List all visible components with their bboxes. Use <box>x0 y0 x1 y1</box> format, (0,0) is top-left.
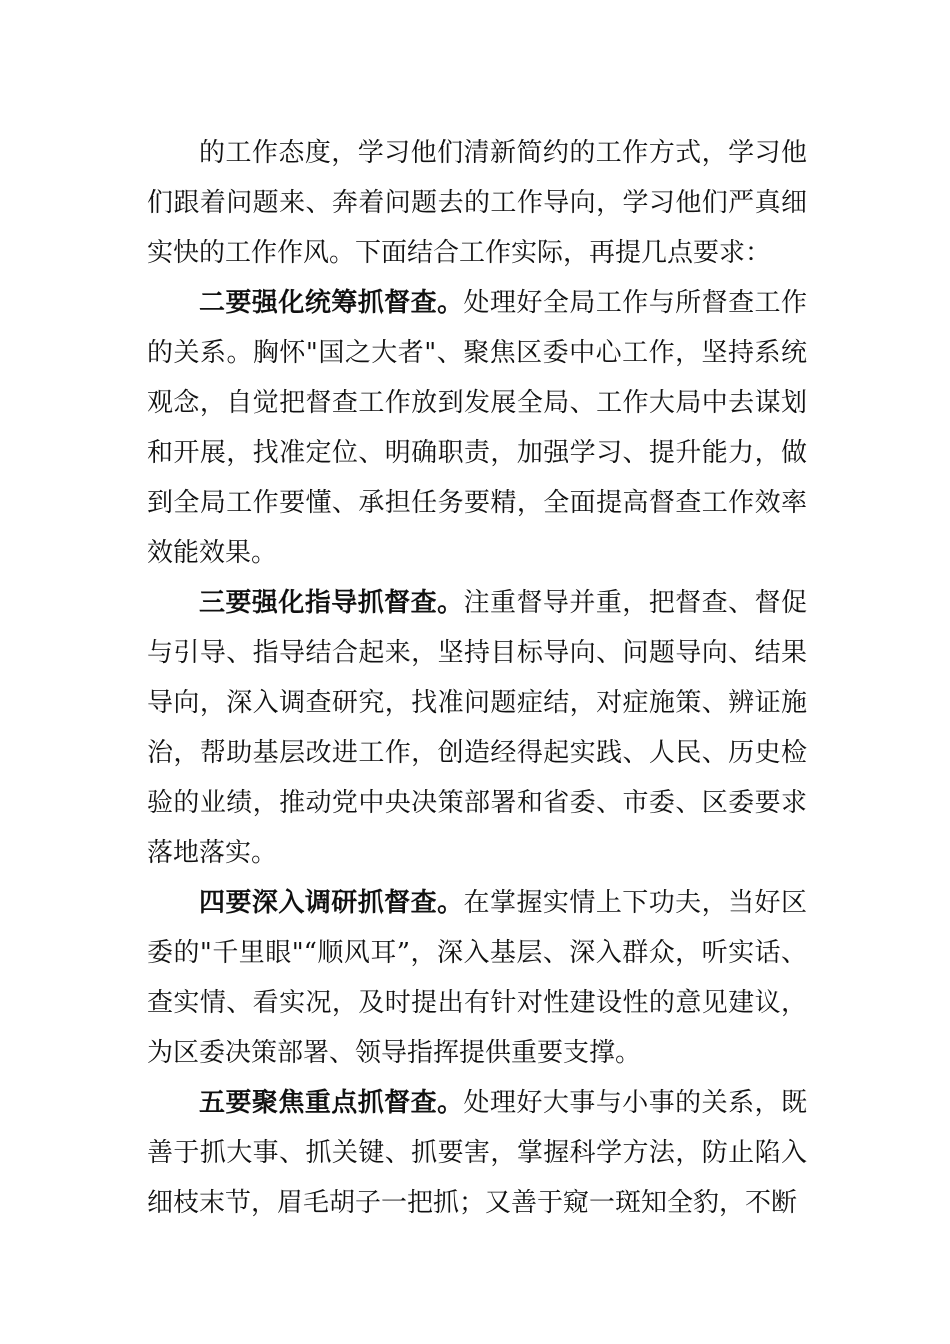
paragraph-lead: 三要强化指导抓督查。 <box>199 588 464 618</box>
paragraph-requirement-3 <box>147 578 807 878</box>
paragraph-requirement-2 <box>147 278 807 578</box>
paragraph-requirement-4 <box>147 878 807 1078</box>
paragraph-text: 在掌握实情上下功夫，当好区委的"千里眼"“顺风耳”，深入基层、深入群众，听实话、查实情、看实况，及时提出有针对性建设性的意见建议，为区委决策部署、领导指挥提供重要支撑。 <box>147 888 807 1068</box>
paragraph-text: 注重督导并重，把督查、督促与引导、指导结合起来，坚持目标导向、问题导向、结果导向，深入调查研究，找准问题症结，对症施策、辨证施治，帮助基层改进工作，创造经得起实践、人民、历史检验的业绩，推动党中央决策部署和省委、市委、区委要求落地落实。 <box>147 588 807 868</box>
paragraph-requirement-5 <box>147 1078 807 1228</box>
paragraph-text: 的工作态度，学习他们清新简约的工作方式，学习他们跟着问题来、奔着问题去的工作导向，学习他们严真细实快的工作作风。下面结合工作实际，再提几点要求： <box>147 138 807 268</box>
paragraph-lead: 二要强化统筹抓督查。 <box>199 288 464 318</box>
paragraph-continuation <box>147 128 807 278</box>
paragraph-lead: 五要聚焦重点抓督查。 <box>199 1088 464 1118</box>
document-page <box>147 128 807 1228</box>
paragraph-lead: 四要深入调研抓督查。 <box>199 888 464 918</box>
paragraph-text: 处理好全局工作与所督查工作的关系。胸怀"国之大者"、聚焦区委中心工作，坚持系统观念，自觉把督查工作放到发展全局、工作大局中去谋划和开展，找准定位、明确职责，加强学习、提升能力，做到全局工作要懂、承担任务要精，全面提高督查工作效率效能效果。 <box>147 288 807 568</box>
paragraph-text: 处理好大事与小事的关系，既善于抓大事、抓关键、抓要害，掌握科学方法，防止陷入细枝末节，眉毛胡子一把抓；又善于窥一斑知全豹，不断 <box>147 1088 807 1218</box>
